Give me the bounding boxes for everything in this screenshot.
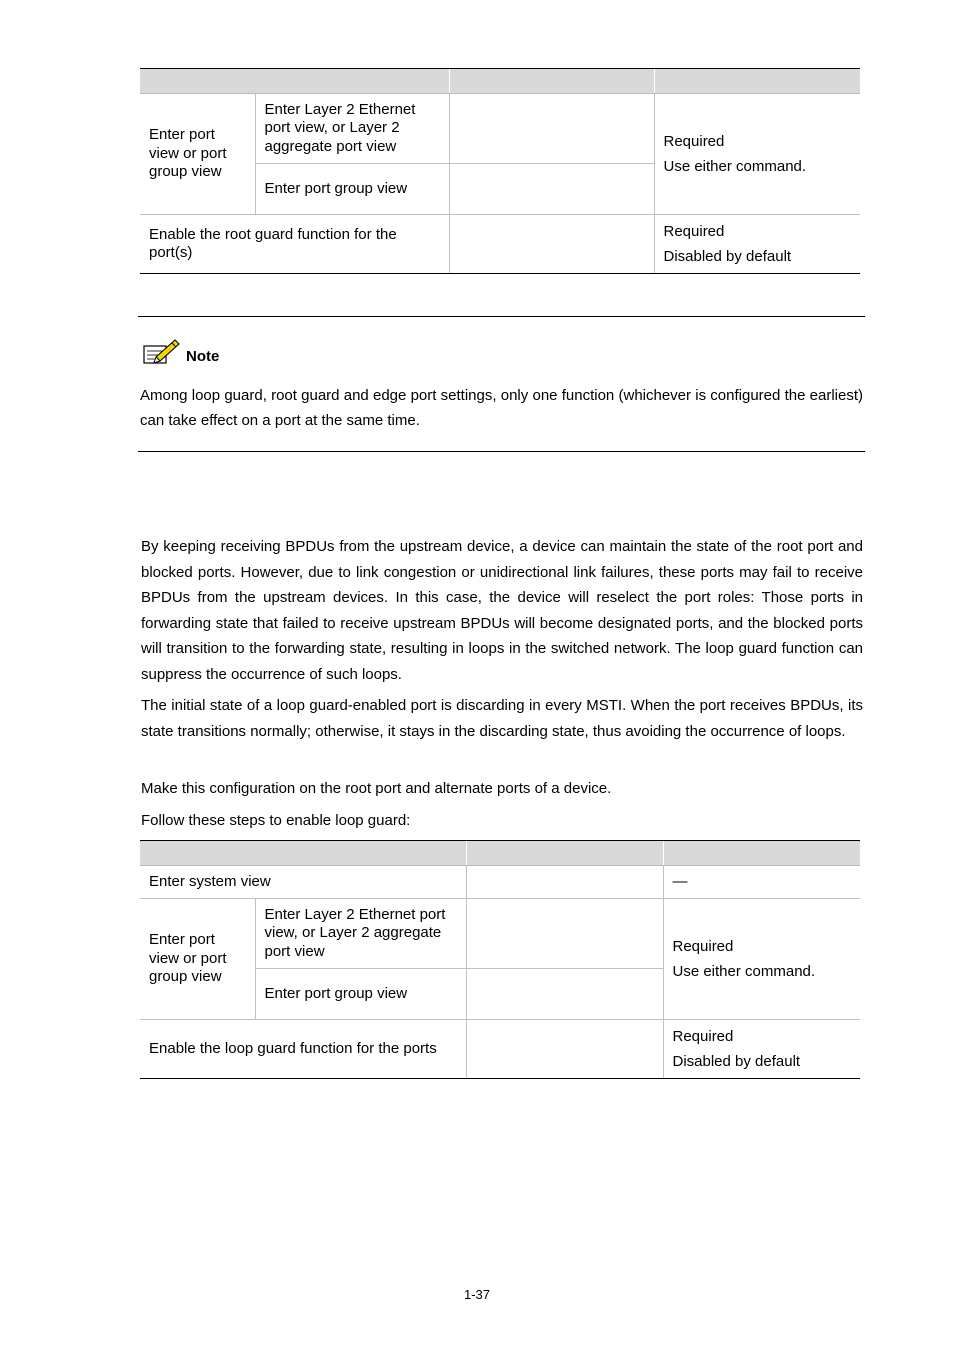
command-cell — [449, 94, 654, 164]
enable-loop-guard-cell: Enable the loop guard function for the ports — [140, 1020, 466, 1079]
command-cell — [466, 968, 663, 1019]
remark-default: Disabled by default — [663, 248, 792, 265]
port-group-view-cell: Enter port group view — [255, 163, 449, 214]
note-pencil-icon — [142, 337, 182, 371]
command-cell — [466, 866, 663, 899]
page-number: 1-37 — [463, 1287, 491, 1302]
header-cell-operation — [140, 841, 466, 866]
loop-guard-intro-paragraph: By keeping receiving BPDUs from the upstream device, a device can maintain the state of the root port and blocked ports. However, due to link congestion or unidirectional link failures, these ports may fail to receive BPDUs from the upstream devices. In this case, the device will reselect the port roles: Those ports in forwarding state that failed to receive upstream BPDUs will become designated ports, and the blocked ports will transition to the forwarding state, resulting in loops in the switched network. The loop guard function can suppress the occurrence of such loops. — [141, 538, 863, 683]
table-row — [140, 94, 860, 164]
loop-guard-state-paragraph: The initial state of a loop guard-enabled port is discarding in every MSTI. When the port receives BPDUs, its state transitions normally; otherwise, it stays in the discarding state, thus avoiding the occurrence of loops. — [141, 697, 863, 740]
header-cell-command — [466, 841, 663, 866]
remark-required: Required — [663, 133, 725, 150]
loop-guard-table — [140, 840, 860, 1079]
table-row — [140, 1020, 860, 1079]
port-view-label: Enter port view or port group view — [140, 899, 255, 1020]
command-cell — [449, 215, 654, 274]
remarks-cell — [663, 899, 860, 1020]
table-header-row — [140, 841, 860, 866]
eth-port-view-cell: Enter Layer 2 Ethernet port view, or Layer 2 aggregate port view — [255, 94, 449, 164]
remarks-cell — [654, 215, 860, 274]
table-row — [140, 866, 860, 899]
header-cell-command — [449, 69, 654, 94]
header-cell-remarks — [654, 69, 860, 94]
command-cell — [449, 163, 654, 214]
table-header-row — [140, 69, 860, 94]
remarks-cell — [654, 94, 860, 215]
enable-root-guard-cell: Enable the root guard function for the port(s) — [140, 215, 449, 274]
steps-intro-paragraph: Follow these steps to enable loop guard: — [141, 812, 411, 829]
note-box — [138, 316, 865, 452]
command-cell — [466, 899, 663, 969]
remark-required: Required — [672, 1028, 734, 1045]
header-cell-remarks — [663, 841, 860, 866]
remarks-cell: — — [663, 866, 860, 899]
root-guard-table — [140, 68, 860, 274]
port-group-view-cell: Enter port group view — [255, 968, 466, 1019]
system-view-cell: Enter system view — [140, 866, 466, 899]
note-text: Among loop guard, root guard and edge port settings, only one function (whichever is configured the earliest) can take effect on a port at the same time. — [140, 387, 863, 429]
note-label: Note — [186, 348, 220, 365]
remark-either: Use either command. — [672, 963, 816, 980]
header-cell-operation — [140, 69, 449, 94]
remark-default: Disabled by default — [672, 1053, 801, 1070]
remark-either: Use either command. — [663, 158, 807, 175]
eth-port-view-cell: Enter Layer 2 Ethernet port view, or Layer 2 aggregate port view — [255, 899, 466, 969]
table-row — [140, 899, 860, 969]
remarks-cell — [663, 1020, 860, 1079]
table-row — [140, 215, 860, 274]
port-view-label: Enter port view or port group view — [140, 94, 255, 215]
command-cell — [466, 1020, 663, 1079]
remark-required: Required — [663, 223, 725, 240]
remark-required: Required — [672, 938, 734, 955]
configuration-scope-paragraph: Make this configuration on the root port and alternate ports of a device. — [141, 780, 612, 797]
